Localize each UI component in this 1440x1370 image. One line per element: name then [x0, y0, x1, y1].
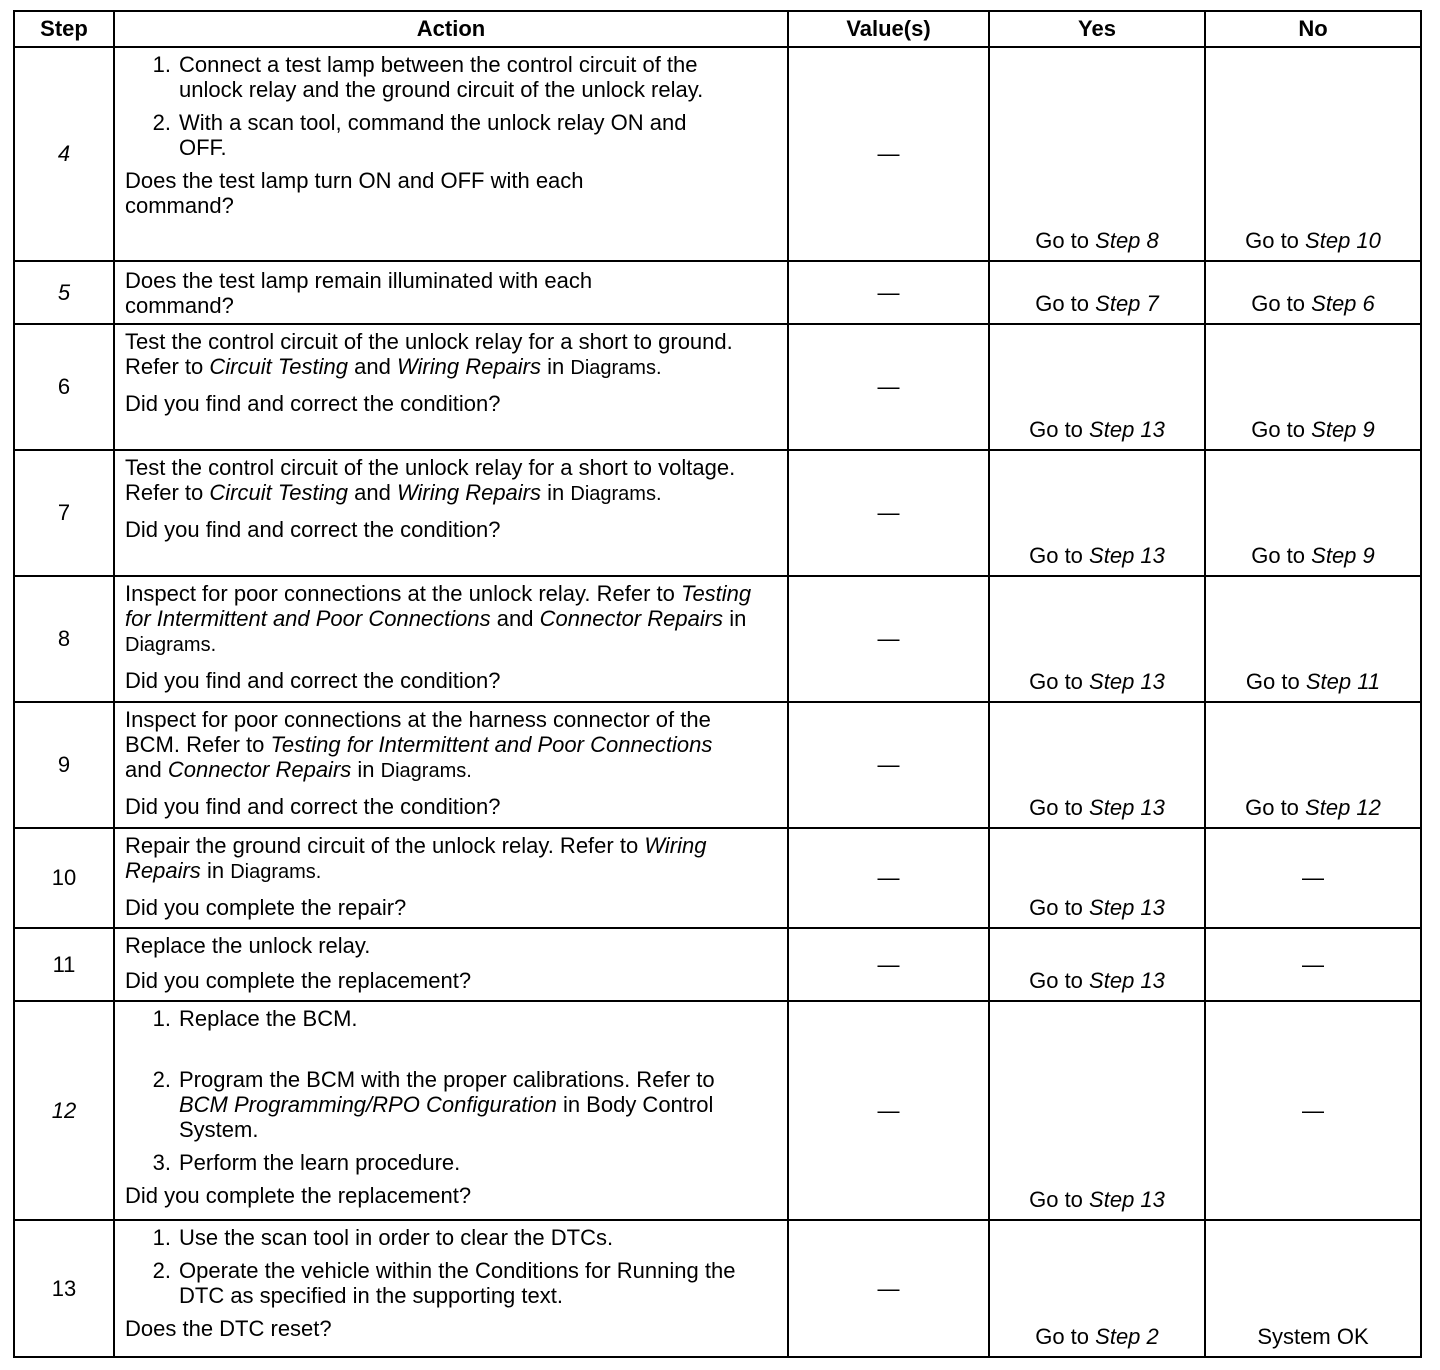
go-to-label: Go to: [1029, 417, 1083, 442]
item-text: Use the scan tool in order to clear the DTCs.: [179, 1225, 614, 1250]
go-to-label: Go to: [1029, 795, 1083, 820]
table-row: [14, 47, 1421, 261]
item-text: [179, 1067, 769, 1142]
diagnostic-table: [13, 10, 1422, 1358]
go-to-label: Go to: [1029, 968, 1083, 993]
item-number: 2.: [152, 1067, 171, 1092]
yes-cell[interactable]: [989, 450, 1205, 576]
header-values: Value(s): [788, 11, 989, 47]
instruction-lead: Inspect for poor connections at the harness connector of the BCM. Refer to: [125, 707, 711, 757]
reference-wiring-repairs[interactable]: Wiring Repairs: [396, 354, 542, 379]
step-number: 5: [14, 261, 114, 324]
preposition: in: [547, 354, 565, 379]
diagrams-label: Diagrams.: [570, 483, 662, 505]
go-to-label: Go to: [1029, 1187, 1083, 1212]
list-item: [125, 1258, 779, 1308]
question-text: Did you complete the repair?: [125, 895, 407, 920]
yes-step-link[interactable]: Step 8: [1095, 228, 1159, 253]
yes-step-link[interactable]: Step 13: [1089, 795, 1165, 820]
action-cell: [114, 47, 788, 261]
yes-cell[interactable]: [989, 1220, 1205, 1357]
conjunction: and: [125, 757, 162, 782]
instruction-lead: Repair the ground circuit of the unlock relay. Refer to: [125, 833, 639, 858]
preposition: in: [357, 757, 375, 782]
yes-step-link[interactable]: Step 13: [1089, 1187, 1165, 1212]
conjunction: and: [354, 480, 391, 505]
action-cell: [114, 1001, 788, 1220]
item-text: Connect a test lamp between the control circuit of the unlock relay and the ground circuit of the unlock relay.: [179, 52, 704, 102]
step-number: 7: [14, 450, 114, 576]
go-to-label: Go to: [1245, 228, 1299, 253]
item-number: 1.: [152, 1006, 171, 1031]
question-text: Did you find and correct the condition?: [125, 794, 501, 819]
list-item: [125, 1225, 779, 1250]
reference-testing-intermittent[interactable]: Testing for Intermittent and Poor Connections: [125, 581, 752, 631]
instruction-text: Replace the unlock relay.: [125, 933, 371, 958]
yes-cell[interactable]: [989, 576, 1205, 702]
reference-connector-repairs[interactable]: Connector Repairs: [167, 757, 352, 782]
step-number: 6: [14, 324, 114, 450]
step-number: 11: [14, 928, 114, 1001]
preposition: in: [206, 858, 225, 883]
no-step-link[interactable]: Step 6: [1311, 291, 1375, 316]
value-cell: —: [788, 1220, 989, 1357]
item-number: 1.: [152, 52, 171, 77]
instruction-text: [125, 581, 765, 658]
value-cell: —: [788, 828, 989, 928]
step-number: 8: [14, 576, 114, 702]
go-to-label: Go to: [1035, 1324, 1090, 1349]
value-cell: —: [788, 1001, 989, 1220]
reference-circuit-testing[interactable]: Circuit Testing: [209, 354, 348, 379]
header-action: Action: [114, 11, 788, 47]
go-to-label: Go to: [1245, 795, 1299, 820]
action-cell: [114, 450, 788, 576]
diagrams-label: Diagrams.: [570, 357, 662, 379]
conjunction: and: [354, 354, 391, 379]
question-text: Does the test lamp turn ON and OFF with each command?: [125, 168, 584, 218]
step-number: 9: [14, 702, 114, 828]
yes-step-link[interactable]: Step 7: [1095, 291, 1159, 316]
yes-cell[interactable]: [989, 261, 1205, 324]
item-text: Operate the vehicle within the Conditions for Running the DTC as specified in the supporting text.: [179, 1258, 736, 1308]
action-cell: [114, 576, 788, 702]
header-row: [14, 11, 1421, 47]
diagrams-label: Diagrams.: [125, 634, 217, 656]
value-cell: —: [788, 261, 989, 324]
action-cell: [114, 261, 788, 324]
go-to-label: Go to: [1251, 291, 1306, 316]
item-number: 2.: [152, 1258, 171, 1283]
yes-cell[interactable]: [989, 928, 1205, 1001]
reference-wiring-repairs[interactable]: Wiring Repairs: [125, 833, 707, 883]
header-no: No: [1205, 11, 1421, 47]
table-row: [14, 928, 1421, 1001]
go-to-label: Go to: [1035, 291, 1090, 316]
list-item: [125, 110, 779, 160]
value-cell: —: [788, 450, 989, 576]
list-item: [125, 52, 779, 102]
question-text: Did you complete the replacement?: [125, 1183, 472, 1208]
go-to-label: Go to: [1251, 543, 1306, 568]
no-cell: —: [1205, 928, 1421, 1001]
instruction-text: [125, 455, 779, 507]
instruction-text: [125, 329, 779, 381]
table-row: [14, 1220, 1421, 1357]
item-number: 2.: [152, 110, 171, 135]
action-cell: [114, 928, 788, 1001]
no-cell[interactable]: [1205, 324, 1421, 450]
no-step-link[interactable]: Step 11: [1305, 669, 1381, 694]
header-step: Step: [14, 11, 114, 47]
reference-testing-intermittent[interactable]: Testing for Intermittent and Poor Connections: [270, 732, 713, 757]
preposition: in: [547, 480, 565, 505]
yes-cell[interactable]: [989, 1001, 1205, 1220]
no-cell[interactable]: [1205, 576, 1421, 702]
no-step-link[interactable]: Step 9: [1311, 543, 1375, 568]
question-text: Did you find and correct the condition?: [125, 391, 501, 416]
reference-bcm-programming[interactable]: BCM Programming/RPO Configuration: [179, 1092, 557, 1117]
instruction-text: [125, 707, 755, 784]
preposition: in: [729, 606, 747, 631]
instruction-lead: Test the control circuit of the unlock relay for a short to voltage. Refer to: [125, 455, 736, 505]
item-number: 3.: [152, 1150, 171, 1175]
yes-step-link[interactable]: Step 2: [1095, 1324, 1159, 1349]
yes-cell[interactable]: [989, 47, 1205, 261]
yes-step-link[interactable]: Step 13: [1089, 543, 1165, 568]
no-cell: —: [1205, 1001, 1421, 1220]
no-cell[interactable]: System OK: [1205, 1220, 1421, 1357]
question-text: Did you complete the replacement?: [125, 968, 472, 993]
conjunction: and: [496, 606, 534, 631]
item-number: 1.: [152, 1225, 171, 1250]
step-number: 12: [14, 1001, 114, 1220]
go-to-label: Go to: [1251, 417, 1306, 442]
step-number: 4: [14, 47, 114, 261]
value-cell: —: [788, 576, 989, 702]
yes-cell[interactable]: [989, 828, 1205, 928]
go-to-label: Go to: [1029, 669, 1083, 694]
yes-cell[interactable]: [989, 324, 1205, 450]
no-cell[interactable]: [1205, 450, 1421, 576]
step-number: 13: [14, 1220, 114, 1357]
question-text: Does the test lamp remain illuminated with each command?: [125, 268, 593, 318]
item-text: Perform the learn procedure.: [179, 1150, 461, 1175]
item-tail: in Body Control System.: [179, 1092, 714, 1142]
reference-wiring-repairs[interactable]: Wiring Repairs: [396, 480, 542, 505]
yes-step-link[interactable]: Step 13: [1089, 895, 1165, 920]
step-number: 10: [14, 828, 114, 928]
item-lead: Program the BCM with the proper calibrations. Refer to: [179, 1067, 715, 1092]
question-text: Did you find and correct the condition?: [125, 668, 501, 693]
list-item: [125, 1150, 779, 1175]
no-cell[interactable]: [1205, 261, 1421, 324]
yes-cell[interactable]: [989, 702, 1205, 828]
question-text: Does the DTC reset?: [125, 1316, 332, 1341]
table-row: [14, 324, 1421, 450]
item-text: Replace the BCM.: [179, 1006, 358, 1031]
reference-connector-repairs[interactable]: Connector Repairs: [539, 606, 724, 631]
list-item: [125, 1067, 779, 1142]
no-step-link[interactable]: Step 12: [1305, 795, 1381, 820]
table-row: [14, 828, 1421, 928]
question-text: Did you find and correct the condition?: [125, 517, 501, 542]
header-yes: Yes: [989, 11, 1205, 47]
table-row: [14, 1001, 1421, 1220]
action-cell: [114, 702, 788, 828]
list-item: [125, 1006, 779, 1031]
value-cell: —: [788, 702, 989, 828]
no-cell[interactable]: [1205, 702, 1421, 828]
diagnostic-table-container: [13, 10, 1422, 1358]
go-to-label: Go to: [1245, 669, 1300, 694]
reference-circuit-testing[interactable]: Circuit Testing: [209, 480, 348, 505]
no-cell[interactable]: [1205, 47, 1421, 261]
no-step-link[interactable]: Step 9: [1311, 417, 1375, 442]
instruction-lead: Inspect for poor connections at the unlock relay. Refer to: [125, 581, 675, 606]
diagrams-label: Diagrams.: [380, 760, 472, 782]
table-row: [14, 576, 1421, 702]
action-cell: [114, 828, 788, 928]
yes-step-link[interactable]: Step 13: [1089, 417, 1165, 442]
yes-step-link[interactable]: Step 13: [1089, 669, 1165, 694]
no-cell: —: [1205, 828, 1421, 928]
go-to-label: Go to: [1035, 228, 1090, 253]
go-to-label: Go to: [1029, 895, 1083, 920]
no-step-link[interactable]: Step 10: [1305, 228, 1381, 253]
go-to-label: Go to: [1029, 543, 1083, 568]
diagrams-label: Diagrams.: [230, 861, 322, 883]
table-row: [14, 450, 1421, 576]
value-cell: —: [788, 928, 989, 1001]
table-row: [14, 702, 1421, 828]
table-row: [14, 261, 1421, 324]
instruction-text: [125, 833, 725, 885]
action-cell: [114, 324, 788, 450]
yes-step-link[interactable]: Step 13: [1089, 968, 1165, 993]
value-cell: —: [788, 47, 989, 261]
item-text: With a scan tool, command the unlock relay ON and OFF.: [179, 110, 687, 160]
action-cell: [114, 1220, 788, 1357]
value-cell: —: [788, 324, 989, 450]
instruction-lead: Test the control circuit of the unlock relay for a short to ground. Refer to: [125, 329, 733, 379]
